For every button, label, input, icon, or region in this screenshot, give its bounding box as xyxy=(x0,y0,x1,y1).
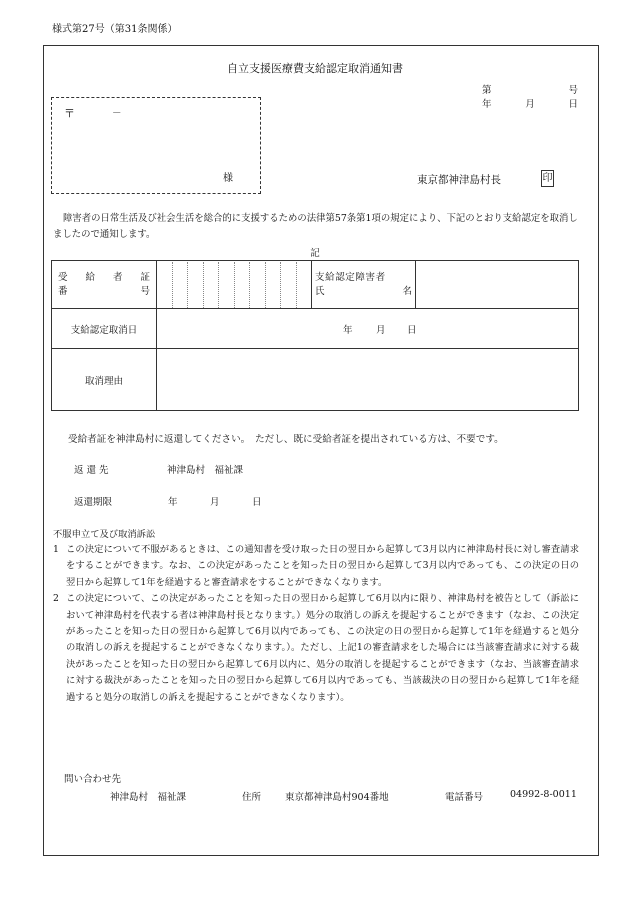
digit-cell xyxy=(219,262,235,308)
contact-address: 東京都神津島村904番地 xyxy=(285,792,389,803)
cert-label-char: 番 xyxy=(58,285,68,297)
return-to-value: 神津島村 福祉課 xyxy=(167,465,244,476)
digit-cell xyxy=(250,262,266,308)
deadline-month: 月 xyxy=(210,497,220,508)
cert-label-char: 号 xyxy=(140,285,150,297)
reason-value xyxy=(157,349,579,411)
contact-heading: 問い合わせ先 xyxy=(64,774,122,785)
contact-phone-label: 電話番号 xyxy=(445,792,484,803)
deadline-year: 年 xyxy=(168,497,178,508)
digit-cell xyxy=(204,262,220,308)
postal-dash: － xyxy=(112,108,122,119)
appeal-list xyxy=(53,542,579,706)
cancel-date-value xyxy=(157,309,579,349)
cancel-day: 日 xyxy=(407,324,417,336)
deadline-day: 日 xyxy=(252,497,262,508)
postal-mark: 〒 xyxy=(64,107,75,120)
digit-cell xyxy=(157,262,173,308)
reason-label: 取消理由 xyxy=(52,349,157,411)
appeal-item-1 xyxy=(53,542,579,591)
cert-label-char: 受 xyxy=(58,271,68,283)
patient-name-value xyxy=(416,261,579,309)
cert-number-label xyxy=(52,261,157,309)
cancel-month: 月 xyxy=(376,324,386,336)
cert-label-char: 者 xyxy=(112,271,123,283)
appeal-item-number: 1 xyxy=(53,544,59,555)
appeal-item-number: 2 xyxy=(53,593,59,605)
digit-cell xyxy=(281,262,297,308)
intro-text: 障害者の日常生活及び社会生活を総合的に支援するための法律第57条第1項の規定により、下記のとおり支給認定を取消しましたので通知します。 xyxy=(53,213,578,240)
cancel-date-label: 支給認定取消日 xyxy=(52,309,157,349)
issuer-name: 東京都神津島村長 xyxy=(417,174,501,186)
patient-label-char: 氏 xyxy=(315,285,325,297)
appeal-item-text: この決定について、この決定があったことを知った日の翌日から起算して6月以内に限り、神津島村を被告として（訴訟において神津島村を代表する者は神津島村長となります。）処分の取消しの訴えを提起することができます（なお、この決定があったことを知った日の翌日から起算して6月以内であっても、この決定の日の翌日から起算して1年を経過すると処分の取消しの訴えを提起することができなくなります。）。ただし、上記1の審査請求をした場合には当該審査請求に対する裁決があったことを知った日の翌日から起算して6月以内に、処分の取消しを提起することができます（なお、当該審査請求に対する裁決があったことを知った日の翌日から起算して6月以内であっても、当該裁決の日の翌日から起算して1年を経過すると処分の取消しの訴えを提起することができなくなります）。 xyxy=(66,593,579,703)
form-number: 様式第27号（第31条関係） xyxy=(52,24,178,35)
doc-number-date xyxy=(482,84,578,112)
return-deadline-label: 返還期限 xyxy=(74,497,113,508)
seal-mark: 印 xyxy=(541,170,554,187)
contact-address-label: 住所 xyxy=(242,792,262,803)
cert-number-digits xyxy=(157,261,312,309)
contact-phone: 04992-8-0011 xyxy=(510,789,577,800)
doc-number-go: 号 xyxy=(568,85,578,96)
digit-cell xyxy=(173,262,189,308)
digit-cell xyxy=(188,262,204,308)
appeal-item-text: この決定について不服があるときは、この通知書を受け取った日の翌日から起算して3月以内に神津島村長に対し審査請求をすることができます。なお、この決定があったことを知った日の翌日から起算して3月以内であっても、この決定の日の翌日から起算して1年を経過すると審査請求をすることができなくなります。 xyxy=(66,544,579,588)
recipient-sama: 様 xyxy=(223,173,233,184)
appeal-item-2 xyxy=(53,591,579,706)
digit-cell xyxy=(266,262,282,308)
ki-heading: 記 xyxy=(310,248,320,259)
return-to-label: 返 還 先 xyxy=(74,465,109,476)
patient-label-char: 名 xyxy=(402,285,412,297)
cert-label-char: 証 xyxy=(140,271,150,283)
date-day: 日 xyxy=(568,99,578,110)
date-month: 月 xyxy=(525,99,535,110)
contact-dept: 神津島村 福祉課 xyxy=(110,792,187,803)
digit-cell xyxy=(297,262,312,308)
date-year: 年 xyxy=(482,99,492,110)
return-notice: 受給者証を神津島村に返還してください。 ただし、既に受給者証を提出されている方は、不要です。 xyxy=(68,434,504,445)
cancel-year: 年 xyxy=(343,324,353,336)
detail-table xyxy=(51,260,579,411)
cert-label-char: 給 xyxy=(85,271,95,283)
recipient-address-box xyxy=(51,97,261,194)
document-title: 自立支援医療費支給認定取消通知書 xyxy=(227,62,403,75)
patient-label-line1: 支給認定障害者 xyxy=(315,271,386,283)
appeal-heading: 不服申立て及び取消訴訟 xyxy=(53,529,156,540)
doc-number-dai: 第 xyxy=(482,85,492,96)
digit-cell xyxy=(235,262,251,308)
patient-name-label xyxy=(312,261,416,309)
